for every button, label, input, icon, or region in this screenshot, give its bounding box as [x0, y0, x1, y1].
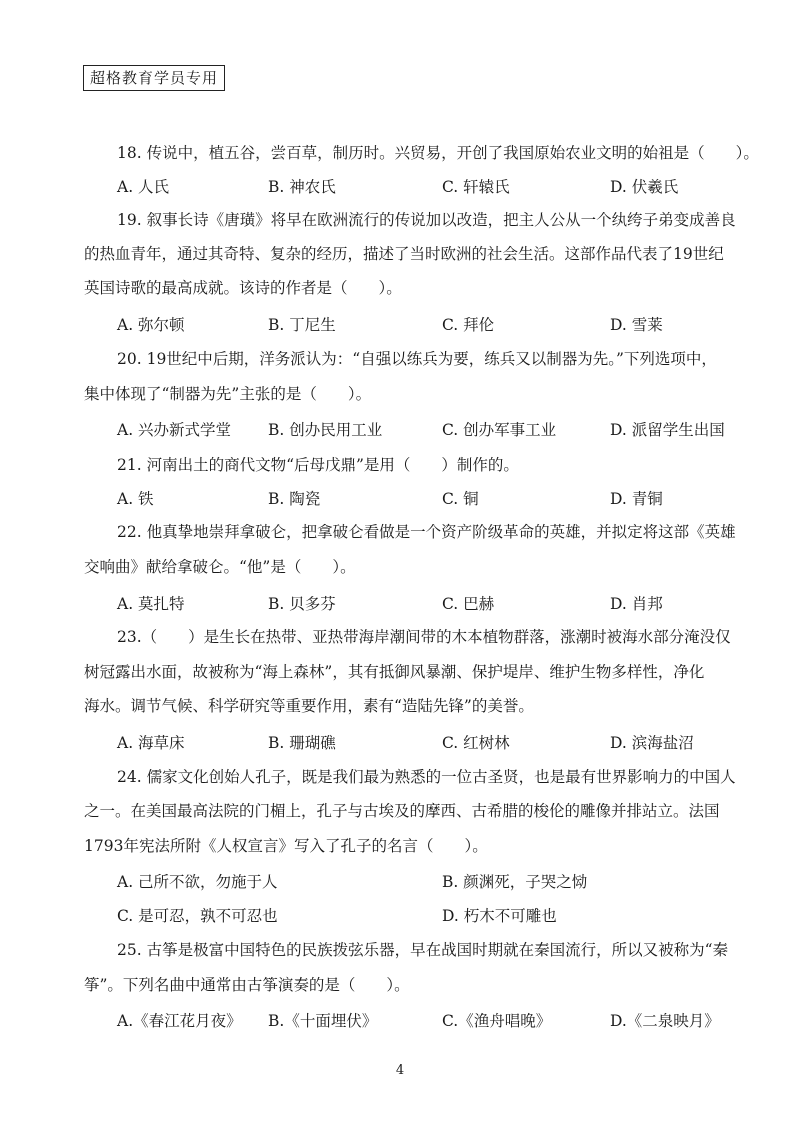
- question-19-option-a: A. 弥尔顿: [117, 316, 185, 334]
- question-21-option-a: A. 铁: [117, 490, 154, 508]
- question-23-option-b: B. 珊瑚礁: [268, 734, 336, 752]
- question-23-option-a: A. 海草床: [117, 734, 185, 752]
- question-19-line-1: 19. 叙事长诗《唐璜》将早在欧洲流行的传说加以改造，把主人公从一个纨绔子弟变成善良: [117, 211, 736, 229]
- question-24-line-2: 之一。在美国最高法院的门楣上，孔子与古埃及的摩西、古希腊的梭伦的雕像并排站立。法国: [84, 802, 720, 820]
- question-19-option-d: D. 雪莱: [610, 316, 663, 334]
- question-25-option-c: C.《渔舟唱晚》: [442, 1012, 552, 1030]
- question-22-option-a: A. 莫扎特: [117, 595, 185, 613]
- question-25-option-a: A.《春江花月夜》: [117, 1012, 242, 1030]
- question-20-line-2: 集中体现了“制器为先”主张的是（ ）。: [84, 385, 372, 403]
- question-23-option-d: D. 滨海盐沼: [610, 734, 694, 752]
- question-19-option-c: C. 拜伦: [442, 316, 495, 334]
- question-22-line-1: 22. 他真挚地崇拜拿破仑，把拿破仑看做是一个资产阶级革命的英雄，并拟定将这部《英雄: [117, 523, 736, 541]
- question-20-option-c: C. 创办军事工业: [442, 421, 557, 439]
- question-23-option-c: C. 红树林: [442, 734, 510, 752]
- question-24-option-d: D. 朽木不可雕也: [442, 907, 557, 925]
- question-21-option-c: C. 铜: [442, 490, 479, 508]
- question-18-line-1: 18. 传说中，植五谷，尝百草，制历时。兴贸易，开创了我国原始农业文明的始祖是（ ）。: [117, 144, 759, 162]
- question-22-option-d: D. 肖邦: [610, 595, 663, 613]
- question-19-line-2: 的热血青年，通过其奇特、复杂的经历，描述了当时欧洲的社会生活。这部作品代表了19世纪: [84, 245, 724, 263]
- question-25-line-1: 25. 古筝是极富中国特色的民族拨弦乐器，早在战国时期就在秦国流行，所以又被称为“秦: [117, 941, 729, 959]
- question-22-option-b: B. 贝多芬: [268, 595, 336, 613]
- question-18-option-b: B. 神农氏: [268, 178, 336, 196]
- question-22-option-c: C. 巴赫: [442, 595, 495, 613]
- question-22-line-2: 交响曲》献给拿破仑。“他”是（ ）。: [84, 558, 356, 576]
- question-20-option-a: A. 兴办新式学堂: [117, 421, 232, 439]
- question-21-option-b: B. 陶瓷: [268, 490, 321, 508]
- question-25-option-d: D.《二泉映月》: [610, 1012, 720, 1030]
- question-23-line-1: 23.（ ）是生长在热带、亚热带海岸潮间带的木本植物群落，涨潮时被海水部分淹没仅: [117, 628, 731, 646]
- question-18-option-d: D. 伏羲氏: [610, 178, 679, 196]
- question-20-option-b: B. 创办民用工业: [268, 421, 383, 439]
- question-18-option-a: A. 人氏: [117, 178, 170, 196]
- question-23-line-3: 海水。调节气候、科学研究等重要作用，素有“造陆先锋”的美誉。: [84, 697, 534, 715]
- question-25-option-b: B.《十面埋伏》: [268, 1012, 378, 1030]
- question-24-line-1: 24. 儒家文化创始人孔子，既是我们最为熟悉的一位古圣贤，也是最有世界影响力的中国人: [117, 768, 736, 786]
- question-18-option-c: C. 轩辕氏: [442, 178, 510, 196]
- question-19-line-3: 英国诗歌的最高成就。该诗的作者是（ ）。: [84, 279, 402, 297]
- question-20-line-1: 20. 19世纪中后期，洋务派认为：“自强以练兵为要，练兵又以制器为先。”下列选项中，: [117, 350, 717, 368]
- question-23-line-2: 树冠露出水面，故被称为“海上森林”，其有抵御风暴潮、保护堤岸、维护生物多样性，净化: [84, 663, 705, 681]
- question-24-option-a: A. 己所不欲，勿施于人: [117, 873, 278, 891]
- question-21-line-1: 21. 河南出土的商代文物“后母戊鼎”是用（ ）制作的。: [117, 456, 519, 474]
- question-21-option-d: D. 青铜: [610, 490, 663, 508]
- question-24-option-c: C. 是可忍，孰不可忍也: [117, 907, 278, 925]
- question-25-line-2: 筝”。下列名曲中通常由古筝演奏的是（ ）。: [84, 976, 410, 994]
- question-24-line-3: 1793年宪法所附《人权宣言》写入了孔子的名言（ ）。: [84, 837, 488, 855]
- question-19-option-b: B. 丁尼生: [268, 316, 336, 334]
- page-number: 4: [395, 1063, 405, 1078]
- question-24-option-b: B. 颜渊死，子哭之恸: [442, 873, 588, 891]
- watermark-stamp: 超格教育学员专用: [83, 65, 225, 91]
- question-20-option-d: D. 派留学生出国: [610, 421, 725, 439]
